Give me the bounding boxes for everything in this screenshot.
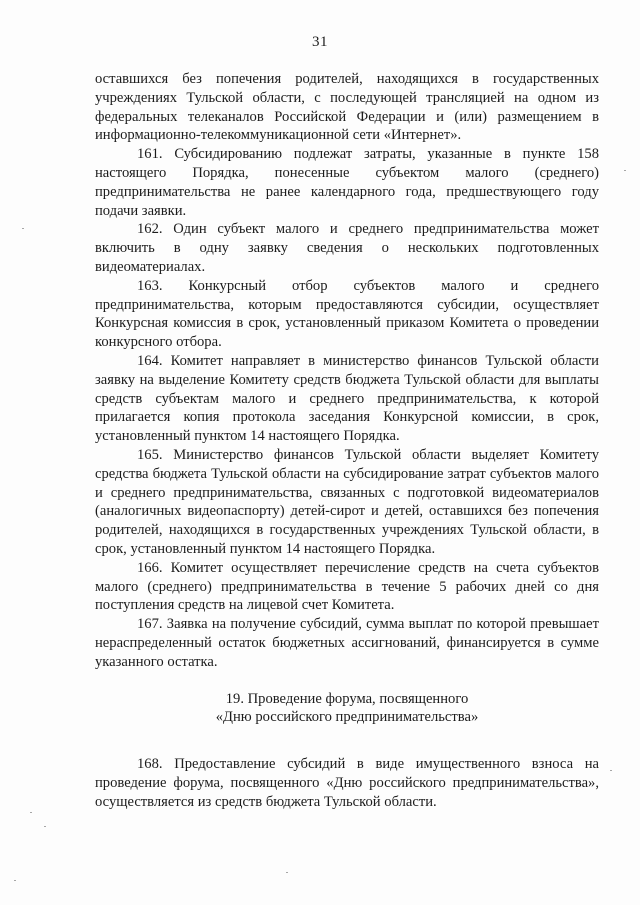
scan-speck (624, 170, 626, 171)
section-heading (95, 690, 599, 728)
paragraph-continuation: оставшихся без попечения родителей, находящихся в государственных учреждениях Тульской области, с последующей трансляцией на одном из федеральных телеканалов Российской Федерации и (или) размещением в информационно-телекоммуникационной сети «Интернет». (95, 71, 599, 144)
section-heading-line-1: 19. Проведение форума, посвященного (225, 690, 469, 707)
scan-speck (14, 880, 16, 881)
paragraph-162: 162. Один субъект малого и среднего предпринимательства может включить в одну заявку сведения о нескольких подготовленных видеоматериалах. (95, 221, 599, 275)
paragraph-165: 165. Министерство финансов Тульской области выделяет Комитету средства бюджета Тульской области на субсидирование затрат субъектов малого и среднего предпринимательства, связанных с подготовкой видеоматериалов (аналогичных видеопаспорту) детей-сирот и детей, оставшихся без попечения родителей, находящихся в государственных учреждениях Тульской области, в срок, установленный пунктом 14 настоящего Порядка. (95, 446, 599, 557)
scan-speck (44, 826, 46, 827)
scan-speck (22, 228, 24, 229)
scan-speck (286, 872, 288, 873)
paragraph-166: 166. Комитет осуществляет перечисление средств на счета субъектов малого (среднего) предпринимательства в течение 5 рабочих дней со дня поступления средств на лицевой счет Комитета. (95, 559, 599, 614)
document-body (95, 70, 599, 811)
paragraph-168: 168. Предоставление субсидий в виде имущественного взноса на проведение форума, посвященного «Дню российского предпринимательства», осуществляется из средств бюджета Тульской области. (95, 756, 599, 810)
paragraph-167: 167. Заявка на получение субсидий, сумма выплат по которой превышает нераспределенный остаток бюджетных ассигнований, финансируется в сумме указанного остатка. (95, 616, 599, 670)
paragraph-163: 163. Конкурсный отбор субъектов малого и среднего предпринимательства, которым предоставляются субсидии, осуществляет Конкурсная комиссия в срок, установленный приказом Комитета о проведении конкурсного отбора. (95, 277, 599, 351)
section-heading-line-2: «Дню российского предпринимательства» (215, 709, 479, 726)
paragraph-161: 161. Субсидированию подлежат затраты, указанные в пункте 158 настоящего Порядка, понесенные субъектом малого (среднего) предпринимательства не ранее календарного года, предшествующего году подачи заявки. (95, 146, 599, 219)
paragraph-164: 164. Комитет направляет в министерство финансов Тульской области заявку на выделение Комитету средств бюджета Тульской области для выплаты средств субъектам малого и среднего предпринимательства, к которой прилагается копия протокола заседания Конкурсной комиссии, в срок, установленный пунктом 14 настоящего Порядка. (95, 352, 599, 445)
page-number: 31 (312, 34, 328, 50)
scan-speck (610, 770, 612, 771)
scan-speck (30, 812, 32, 813)
